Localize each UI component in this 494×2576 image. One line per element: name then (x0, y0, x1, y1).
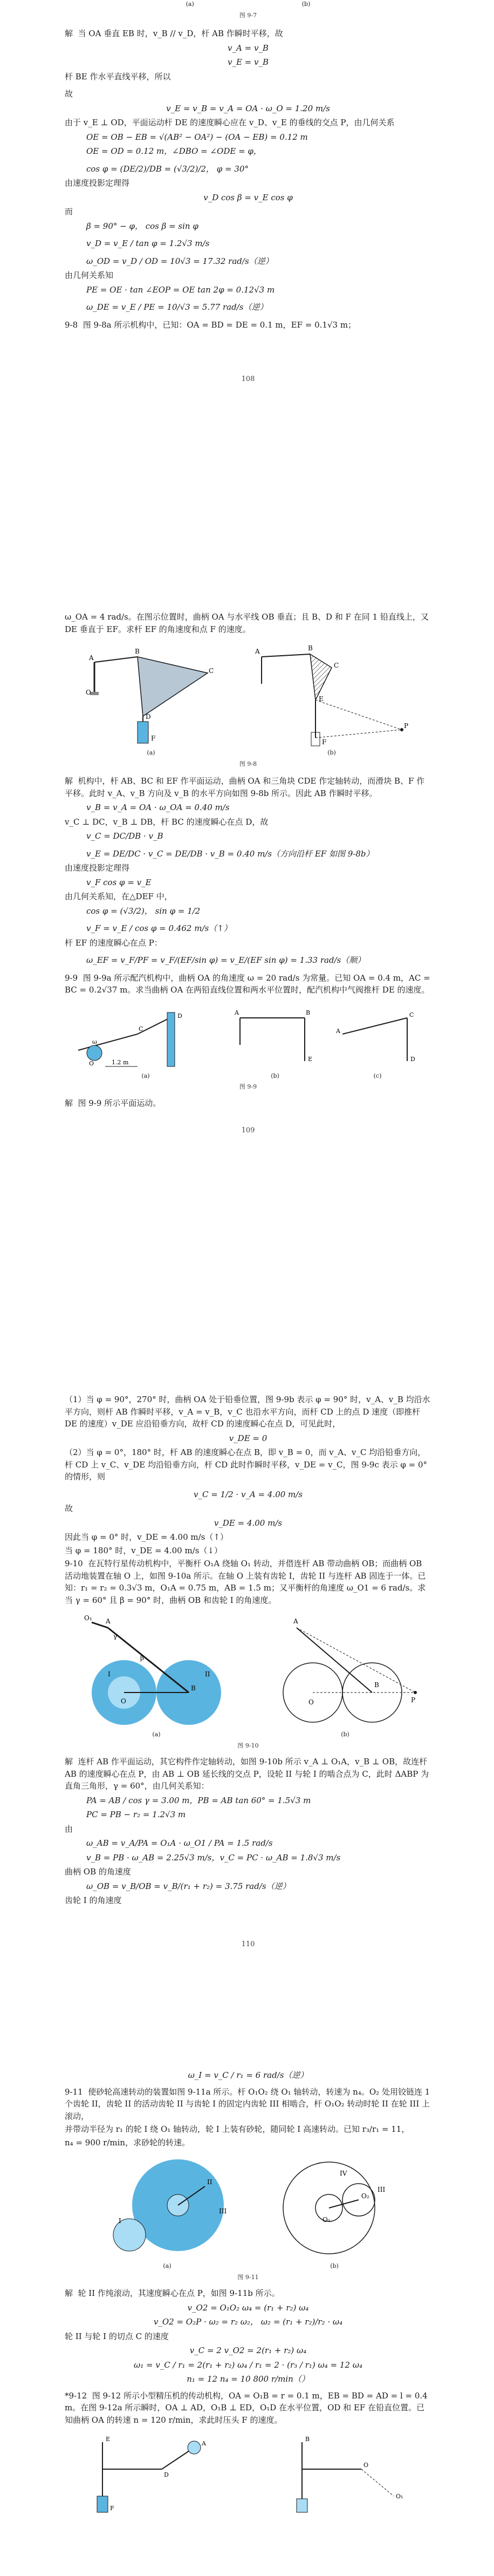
solution-text: 曲柄 OB 的角速度 (65, 1867, 131, 1877)
label-o1: O₁ (84, 1614, 92, 1622)
link-ab (94, 657, 138, 662)
equation: β = 90° − φ， cos β = sin φ (86, 221, 198, 231)
equation: n₁ = 12 n₄ = 10 800 r/min（） (187, 2374, 310, 2384)
equation: v_D cos β = v_E cos φ (203, 192, 293, 202)
link-ab (297, 1628, 372, 1693)
crank-disc (188, 2441, 201, 2454)
valve-rod-de (167, 1012, 175, 1066)
solution-text: 由几何关系知，在△DEF 中， (65, 892, 173, 901)
solution-text: 齿轮 I 的角速度 (65, 1895, 122, 1905)
solution-text: 因此当 φ = 0° 时，v_DE = 4.00 m/s（↑） (65, 1532, 228, 1542)
label-b: B (305, 2436, 310, 2443)
equation: v_O2 = O₁O₂ ω₄ = (r₁ + r₂) ω₄ (187, 2302, 309, 2313)
valve-gear-diagram-9-9b (229, 1002, 321, 1072)
label-o1: O₁ (323, 2216, 331, 2224)
figure-9-9 (65, 1002, 431, 1081)
label-e: E (106, 2436, 111, 2443)
label-d: D (410, 1055, 415, 1063)
text-line: 由速度投影定理得 (65, 178, 130, 188)
fig-label: (a) (163, 2262, 171, 2269)
equation: v_D = v_E / tan φ = 1.2√3 m/s (86, 239, 210, 248)
label-a: A (235, 1009, 239, 1016)
ground-support (90, 692, 99, 695)
text-line: 并带动半径为 r₁ 的轮 I 绕 O₁ 轴转动，轮 I 上装有砂轮，随同轮 I 高速转动。已知 r₃/r₁ = 11， (65, 2124, 410, 2134)
construction-line (315, 700, 402, 730)
figure-9-11 (65, 2154, 431, 2271)
label-d: D (146, 713, 151, 721)
label-o2: O₂ (361, 2192, 369, 2200)
figure-9-9b (229, 1002, 321, 1081)
press-mechanism-diagram-a (86, 2431, 237, 2523)
solution-text: （2）当 φ = 0°，180° 时，杆 AB 的速度瞬心在点 B，即 v_B = 0，而 v_A、v_C 均沿铅垂方向，杆 CD 上 v_C、v_DE 均沿铅垂方向，杆 CD 此时作瞬时平移，v_DE = v_C，图 9-9c 表示 φ = 0° 的情形，则 (65, 1447, 430, 1481)
dimension-label: 1.2 m (112, 1058, 129, 1066)
triangle-block-cde (310, 654, 332, 700)
construction-line (297, 1628, 415, 1693)
valve-gear-diagram-9-9a (73, 1002, 218, 1072)
top-fig-label-a: (a) (186, 1, 194, 8)
label-b: B (306, 1009, 311, 1016)
equation: v_B = PB · ω_AB = 2.25√3 m/s，v_C = PC · ω_AB = 1.8√3 m/s (86, 1852, 341, 1863)
label-a: A (255, 648, 260, 655)
text-line: n₄ = 900 r/min，求砂轮的转速。 (65, 2137, 190, 2147)
slider-f (138, 722, 148, 743)
equation: cos φ = (DE/2)/DB = (√3/2)/2， φ = 30° (86, 164, 249, 174)
figure-9-10a (76, 1612, 237, 1739)
problem-statement-9-11: 9-11 使砂轮高速转动的装置如图 9-11a 所示。杆 O₁O₂ 绕 O₁ 轴转动，转速为 n₄。O₂ 处用铰链连 1 个齿轮 II，齿轮 II 的活动齿轮 II 与齿轮 I 的固定内齿轮 III 相啮合，杆 O₁O₂ 转动时轮 II 在轮 III 上滚动， (65, 2086, 433, 2121)
link-ab (342, 1018, 407, 1034)
equation: ω_I = v_C / r₁ = 6 rad/s（逆） (188, 2070, 308, 2080)
figure-9-11b (270, 2154, 399, 2271)
fig-label: (a) (152, 1731, 161, 1738)
equation: v_F = v_E / cos φ = 0.462 m/s（↑） (86, 923, 232, 933)
figure-9-11a (97, 2154, 237, 2271)
solution-text: 由 (65, 1824, 73, 1834)
mechanism-diagram-9-8b (251, 641, 413, 749)
page-number: 108 (241, 375, 255, 383)
equation: v_A = v_B (228, 43, 269, 53)
equation: v_E = v_B (227, 57, 269, 67)
grinding-device-diagram-9-11b (270, 2154, 399, 2262)
planetary-gear-diagram-9-10b (270, 1612, 421, 1730)
label-o: O (86, 689, 91, 696)
label-a: A (106, 1617, 111, 1625)
equation: v_C = DC/DB · v_B (86, 831, 163, 841)
press-mechanism-diagram-b (270, 2431, 410, 2523)
solution-text: 当 φ = 180° 时，v_DE = 4.00 m/s（↓） (65, 1545, 223, 1555)
label-gear-ii: II (205, 1670, 210, 1678)
label-d: D (177, 1012, 182, 1019)
equation: v_E = DE/DC · v_C = DE/DB · v_B = 0.40 m/s（方向沿杆 EF 如图 9-8b） (86, 848, 374, 859)
label-a: A (89, 654, 94, 662)
grinding-device-diagram-9-11a (97, 2154, 237, 2262)
problem-statement-9-9: 9-9 图 9-9a 所示配汽机构中，曲柄 OA 的角速度 ω = 20 rad/s 为常量。已知 OA = 0.4 m，AC = BC = 0.2√37 m。求当曲柄 OA 在两铅直线位置和两水平位置时，配汽机构中气阀推杆 DE 的速度。 (65, 973, 433, 995)
solution-text: 解 轮 II 作纯滚动，其速度瞬心在点 P，如图 9-11b 所示。 (65, 2288, 280, 2298)
label-p: P (411, 1696, 416, 1704)
equation: ω_OD = v_D / OD = 10√3 = 17.32 rad/s（逆） (86, 256, 273, 266)
problem-statement-cont: ω_OA = 4 rad/s。在图示位置时，曲柄 OA 与水平线 OB 垂直；且 B、D 和 F 在同 1 铅直线上，又 DE 垂直于 EF。求杆 EF 的角速度和点 F 的速度。 (65, 612, 431, 634)
page-2 (0, 556, 494, 1333)
instant-center-p (400, 728, 403, 731)
figure-caption-9-8: 图 9-8 (239, 760, 257, 767)
equation: v_C = 1/2 · v_A = 4.00 m/s (193, 1489, 303, 1499)
valve-gear-diagram-9-9c (332, 1002, 423, 1072)
label-o: O (89, 1059, 94, 1067)
equation: cos φ = (√3/2)， sin φ = 1/2 (86, 906, 201, 916)
figure-9-10 (65, 1612, 431, 1739)
label-a: A (293, 1617, 298, 1625)
text-line: 故 (65, 89, 73, 99)
equation: v_F cos φ = v_E (86, 877, 152, 887)
equation: v_DE = 0 (229, 1433, 267, 1443)
label-gear-i: I (108, 1670, 111, 1678)
label-ii: II (207, 2178, 212, 2186)
label-b: B (135, 648, 140, 655)
label-iii: III (219, 2207, 227, 2215)
label-e: E (308, 1055, 313, 1063)
fig-label: (c) (373, 1072, 382, 1079)
equation: v_O2 = O₂P · ω₂ = r₂ ω₂， ω₂ = (r₁ + r₂)/r₂ · ω₄ (153, 2317, 343, 2327)
label-c: C (139, 1025, 143, 1032)
label-gamma: γ (113, 1633, 118, 1640)
problem-statement-9-10: 9-10 在瓦特行星传动机构中，平衡杆 O₁A 绕轴 O₁ 转动，并借连杆 AB 带动曲柄 OB；而曲柄 OB 活动地装置在轴 O 上，如图 9-10a 所示。在轴 O 上装有齿轮 I，齿轮 II 与连杆 AB 固连于一体。已知：r₁ = r₂ = 0.3√3 m，O₁A = 0.75 m，AB = 1.5 m；又平衡杆的角速度 ω_O1 = 6 rad/s。求当 γ = 60° 且 β = 90° 时，曲柄 OB 和齿轮 I 的角速度。 (65, 1559, 426, 1605)
equation: PA = AB / cos γ = 3.00 m，PB = AB tan 60° = 1.5√3 m (86, 1795, 311, 1805)
label-o1: O₁ (396, 2493, 403, 2500)
fig-label: (b) (330, 2262, 339, 2269)
label-omega: ω (92, 1038, 97, 1045)
link-ac (78, 1034, 138, 1050)
label-f: F (110, 2505, 114, 2512)
solution-text: 由速度投影定理得 (65, 863, 130, 873)
page-number: 110 (241, 1940, 255, 1948)
press-head-f (97, 2496, 108, 2512)
equation: v_C = 2 v_O2 = 2(r₁ + r₂) ω₄ (189, 2346, 307, 2355)
text-line: 解 当 OA 垂直 EB 时，v_B // v_D，杆 AB 作瞬时平移，故 (65, 29, 283, 38)
figure-9-8 (65, 641, 431, 758)
label-p: P (404, 722, 409, 730)
equation: ω_OB = v_B/OB = v_B/(r₁ + r₂) = 3.75 rad/s（逆） (86, 1881, 291, 1891)
top-fig-label-b: (b) (301, 1, 311, 8)
label-o: O (308, 1698, 314, 1706)
figure-9-8b (251, 641, 413, 758)
solution-text: v_C ⊥ DC，v_B ⊥ DB，杆 BC 的速度瞬心在点 D，故 (65, 817, 269, 827)
label-b: B (308, 644, 313, 652)
figure-9-9c (332, 1002, 423, 1081)
equation: ω_AB = v_A/PA = O₁A · ω_O1 / PA = 1.5 rad/s (86, 1838, 273, 1848)
figure-9-8a (84, 641, 218, 758)
construction-line (361, 2469, 394, 2496)
construction-line (315, 730, 402, 738)
triangle-block-cde (138, 657, 208, 716)
equation: OE = OD = 0.12 m，∠DBO = ∠ODE = φ， (86, 146, 262, 156)
page-3 (0, 1333, 494, 2018)
equation: OE = OB − EB = √(AB² − OA²) − (OA − EB) = 0.12 m (86, 132, 308, 142)
figure-caption-9-10: 图 9-10 (237, 1742, 259, 1749)
fig-label: (a) (147, 749, 155, 756)
figure-9-9a (73, 1002, 218, 1081)
figure-caption-9-7: 图 9-7 (239, 11, 257, 19)
label-a: A (336, 1027, 340, 1035)
text-line: 杆 BE 作水平直线平移，所以 (65, 71, 171, 81)
figure-9-12 (65, 2431, 431, 2523)
solution-text: 故 (65, 1504, 73, 1513)
mechanism-diagram-9-8a (84, 641, 218, 749)
figure-caption-9-11: 图 9-11 (237, 2273, 259, 2281)
grinding-wheel (113, 2219, 146, 2251)
text-line: 由几何关系知 (65, 270, 114, 280)
page-number: 109 (241, 1126, 255, 1134)
label-a: A (202, 2440, 206, 2447)
label-iv: IV (340, 2170, 347, 2177)
solution-text: 杆 EF 的速度瞬心在点 P： (65, 937, 162, 948)
label-i: I (119, 2217, 121, 2225)
equation: PC = PB − r₂ = 1.2√3 m (86, 1810, 186, 1819)
fig-label: (b) (271, 1072, 279, 1079)
text-line: 而 (65, 207, 73, 216)
solution-text: 解 连杆 AB 作平面运动，其它构件作定轴转动，如图 9-10b 所示 v_A ⊥ O₁A，v_B ⊥ OB，故连杆 AB 的速度瞬心在点 P，由 AB ⊥ OB 延长线的交点 P，设轮 II 与轮 I 的啮合点为 C，此时 ΔABP 为直角三角形，γ = 60°，由几何关系知： (65, 1757, 430, 1791)
problem-statement-9-8: 9-8 图 9-8a 所示机构中，已知：OA = BD = DE = 0.1 m，EF = 0.1√3 m； (65, 320, 356, 330)
figure-9-10b (270, 1612, 421, 1739)
label-d: D (164, 2471, 169, 2478)
equation: ω_DE = v_E / PE = 10/√3 = 5.77 rad/s（逆） (86, 302, 268, 312)
equation: PE = OE · tan ∠EOP = OE tan 2φ = 0.12√3 m (86, 284, 275, 295)
label-b: B (191, 1684, 196, 1692)
label-c: C (209, 667, 214, 675)
solution-text: 解 图 9-9 所示平面运动。 (65, 1098, 161, 1108)
label-f: F (151, 735, 156, 742)
equation: v_E = v_B = v_A = OA · ω_O = 1.20 m/s (166, 103, 330, 113)
label-c: C (334, 662, 339, 669)
label-e: E (319, 695, 324, 703)
label-iii: III (378, 2186, 386, 2193)
page-4 (0, 2018, 494, 2576)
crank-disc (87, 1045, 102, 1061)
fig-label: (b) (341, 1731, 349, 1738)
label-b: B (374, 1681, 379, 1689)
figure-caption-9-9: 图 9-9 (239, 1083, 257, 1090)
page-1 (0, 0, 494, 556)
label-c: C (409, 1011, 414, 1018)
equation: v_DE = 4.00 m/s (214, 1518, 283, 1528)
text-line: 由于 v_E ⊥ OD，平面运动杆 DE 的速度瞬心应在 v_D、v_E 的垂线的交点 P，由几何关系 (65, 118, 395, 127)
label-o: O (121, 1697, 126, 1705)
planetary-gear-diagram-9-10a (76, 1612, 237, 1730)
equation: v_B = v_A = OA · ω_OA = 0.40 m/s (86, 803, 230, 812)
equation: ω_EF = v_F/PF = v_F/(EF/sin φ) = v_E/(EF sin φ) = 1.33 rad/s（顺） (86, 955, 366, 965)
problem-statement-9-12: *9-12 图 9-12 所示小型精压机的传动机构，OA = O₁B = r = 0.1 m，EB = BD = AD = l = 0.4 m。在图 9-12a 所示瞬时，OA ⊥ AD，O₁B ⊥ ED，O₁D 在水平位置，OD 和 EF 在铅直位置。已知曲柄 OA 的转速 n = 120 r/min，求此时压头 F 的速度。 (65, 2390, 430, 2425)
fig-label: (a) (141, 1072, 150, 1079)
label-o: O (363, 2462, 369, 2469)
instant-center-p (414, 1691, 417, 1694)
label-f: F (322, 738, 327, 746)
solution-text: 轮 II 与轮 I 的切点 C 的速度 (65, 2331, 169, 2341)
equation: ω₁ = v_C / r₁ = 2(r₁ + r₂) ω₄ / r₁ = 2 · (r₃ / r₁) ω₄ = 12 ω₄ (133, 2360, 362, 2370)
fig-label: (b) (327, 749, 336, 756)
label-beta: β (140, 1654, 144, 1662)
top-figure-pair (65, 0, 431, 9)
press-head-f (297, 2499, 307, 2512)
solution-text: 解 机构中，杆 AB、BC 和 EF 作平面运动，曲柄 OA 和三角块 CDE 作定轴转动，而滑块 B、F 作平移。此时 v_A、v_B 方向及 v_B 的水平方向如图 9-8b 所示。因此 AB 作瞬时平移。 (65, 776, 425, 798)
link-ab (262, 654, 310, 657)
solution-text: （1）当 φ = 90°，270° 时，曲柄 OA 处于铅垂位置，图 9-9b 表示 φ = 90° 时，v_A、v_B 均沿水平方向，则杆 AB 作瞬时平移，v_A = v_B，v_C 也沿水平方向，而杆 CD 上的点 D 速度（即推杆 DE 的速度）v_DE 应沿铅垂方向，故杆 CD 的速度瞬心在点 D，可见此时， (65, 1395, 430, 1429)
